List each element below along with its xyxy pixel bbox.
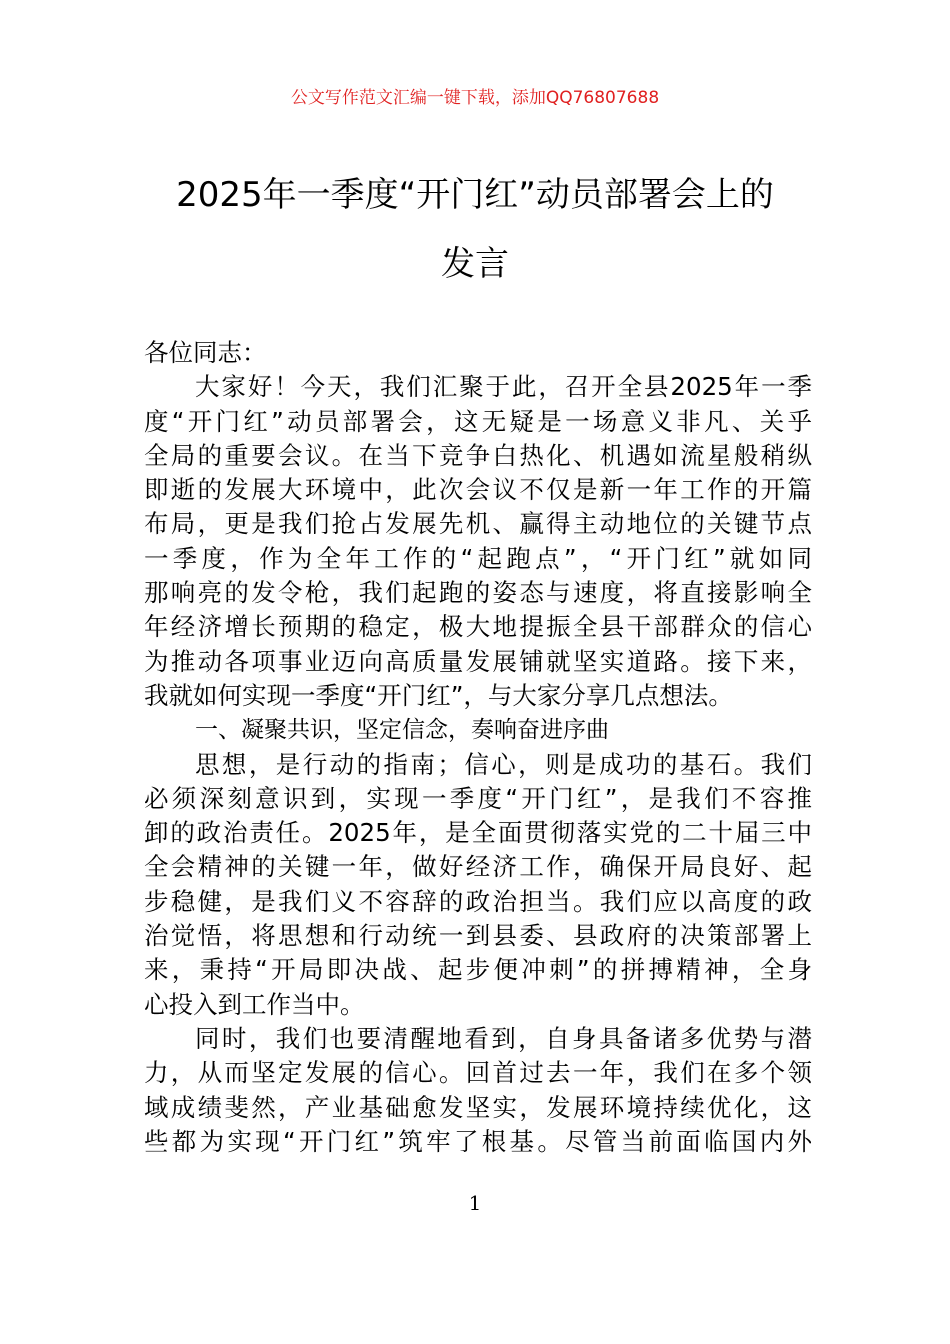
paragraph-1-line-4: 即逝的发展大环境中，此次会议不仅是新一年工作的开篇 xyxy=(144,475,812,505)
paragraph-2-line-2: 必须深刻意识到，实现一季度“开门红”，是我们不容推 xyxy=(144,783,812,813)
paragraph-1-line-2: 度“开门红”动员部署会，这无疑是一场意义非凡、关乎 xyxy=(144,406,812,436)
paragraph-1-line-8: 年经济增长预期的稳定，极大地提振全县干部群众的信心 xyxy=(144,612,812,642)
paragraph-2-line-5: 步稳健，是我们义不容辞的政治担当。我们应以高度的政 xyxy=(144,886,812,916)
paragraph-2-line-8: 心投入到工作当中。 xyxy=(144,989,365,1019)
paragraph-3-line-2: 力，从而坚定发展的信心。回首过去一年，我们在多个领 xyxy=(144,1058,812,1088)
promo-banner: 公文写作范文汇编一键下载，添加QQ76807688 xyxy=(290,88,660,108)
paragraph-1-line-10: 我就如何实现一季度“开门红”，与大家分享几点想法。 xyxy=(144,680,733,710)
paragraph-2-line-1: 思想，是行动的指南；信心，则是成功的基石。我们 xyxy=(195,749,812,779)
paragraph-1-line-9: 为推动各项事业迈向高质量发展铺就坚实道路。接下来， xyxy=(144,646,812,676)
paragraph-1-line-7: 那响亮的发令枪，我们起跑的姿态与速度，将直接影响全 xyxy=(144,578,812,608)
paragraph-2-line-7: 来，秉持“开局即决战、起步便冲刺”的拼搏精神，全身 xyxy=(144,955,812,985)
document-title-line-1: 2025年一季度“开门红”动员部署会上的 xyxy=(176,175,774,215)
paragraph-2-line-3: 卸的政治责任。2025年，是全面贯彻落实党的二十届三中 xyxy=(144,818,812,848)
page-number: 1 xyxy=(468,1191,482,1215)
paragraph-3-line-1: 同时，我们也要清醒地看到，自身具备诸多优势与潜 xyxy=(195,1023,812,1053)
salutation-line: 各位同志： xyxy=(144,338,267,367)
document-title-line-2: 发言 xyxy=(441,244,509,284)
paragraph-1-line-5: 布局，更是我们抢占发展先机、赢得主动地位的关键节点 xyxy=(144,509,812,539)
paragraph-1-line-6: 一季度，作为全年工作的“起跑点”，“开门红”就如同 xyxy=(144,543,812,573)
paragraph-3-line-3: 域成绩斐然，产业基础愈发坚实，发展环境持续优化，这 xyxy=(144,1092,812,1122)
paragraph-2-line-6: 治觉悟，将思想和行动统一到县委、县政府的决策部署上 xyxy=(144,921,812,951)
section-heading-1: 一、凝聚共识，坚定信念，奏响奋进序曲 xyxy=(195,717,609,744)
paragraph-3-line-4: 些都为实现“开门红”筑牢了根基。尽管当前面临国内外 xyxy=(144,1126,812,1156)
paragraph-1-line-3: 全局的重要会议。在当下竞争白热化、机遇如流星般稍纵 xyxy=(144,440,812,470)
paragraph-1-line-1: 大家好！今天，我们汇聚于此，召开全县2025年一季 xyxy=(195,372,812,402)
paragraph-2-line-4: 全会精神的关键一年，做好经济工作，确保开局良好、起 xyxy=(144,852,812,882)
document-body xyxy=(144,336,812,1159)
